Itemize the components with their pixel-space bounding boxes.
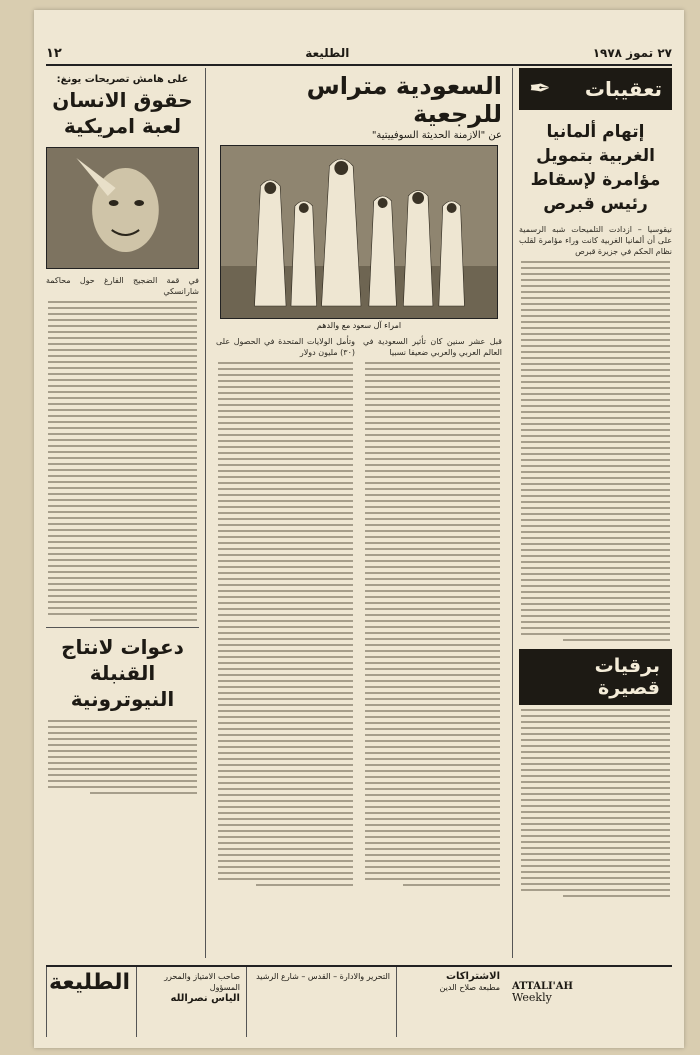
issue-date: ٢٧ تموز ١٩٧٨ [592, 46, 672, 60]
cyprus-headline: إتهام ألمانيا الغربية بتمويل مؤامرة لإسقاط رئيس قبرص [530, 122, 661, 214]
page-header [46, 42, 672, 66]
subscriptions-title: الاشتراكات [445, 971, 500, 982]
saudi-princes-photo [220, 145, 498, 319]
main-col-left [216, 336, 355, 890]
latin-name: ATTALI'AH [512, 981, 573, 992]
portrait-photo [46, 147, 199, 269]
masthead-footer [46, 965, 672, 1037]
left-kicker: على هامش تصريحات يونغ: [56, 74, 189, 85]
footer-latin [506, 967, 672, 1037]
briefs-line-2: قصيرة [598, 677, 660, 699]
neutron-bomb-headline: دعوات لانتاج القنبلة النيوترونية [61, 635, 184, 711]
banner-title: تعقيبات [584, 77, 662, 101]
main-col-text-1: قبل عشر سنين كان تأثير السعودية في العالم العربي والعربي ضعيفا نسبيا [363, 337, 502, 357]
cyprus-intro: نيقوسيا – ازدادت التلميحات شبه الرسمية على أن ألمانيا الغربية كانت وراء مؤامرة لقلب نظام الحكم في جزيرة قبرص [519, 225, 672, 256]
pen-icon: ✒ [529, 74, 551, 104]
printer-name: مطبعة صلاح الدين [439, 983, 500, 992]
briefs-banner [519, 649, 672, 705]
publisher-label: صاحب الامتياز والمحرر المسؤول [164, 972, 240, 992]
editor-name: الياس نصرالله [170, 993, 240, 1004]
human-rights-column [46, 68, 206, 958]
commentary-column [512, 68, 672, 958]
article-body-lines [519, 261, 672, 641]
footer-logo: الطليعة [46, 967, 136, 1037]
newspaper-page [34, 10, 684, 1048]
footer-subscriptions [396, 967, 506, 1037]
left-intro: في قمة الضجيج الفارغ حول محاكمة شارانسكي [46, 276, 199, 296]
main-article [212, 68, 506, 958]
footer-address: التحرير والادارة – القدس – شارع الرشيد [246, 967, 396, 1037]
main-source: عن "الازمنة الحديثة السوفييتية" [371, 130, 502, 141]
main-article-columns [216, 336, 502, 890]
photo-caption: امراء آل سعود مع والدهم [316, 321, 402, 330]
briefs-line-1: برقيات [594, 655, 660, 677]
briefs-body-lines [519, 709, 672, 897]
main-col-right [363, 336, 502, 890]
paper-name: الطليعة [305, 46, 350, 60]
main-col-text-2: وتأمل الولايات المتحدة في الحصول على (٣٠) مليون دولار [216, 337, 355, 357]
left-headline: حقوق الانسان لعبة امريكية [52, 88, 193, 138]
page-number: ١٢ [46, 45, 62, 61]
latin-sub: Weekly [512, 991, 552, 1004]
commentary-banner [519, 68, 672, 110]
main-headline: السعودية متراس للرجعية [306, 72, 502, 128]
footer-publisher [136, 967, 246, 1037]
